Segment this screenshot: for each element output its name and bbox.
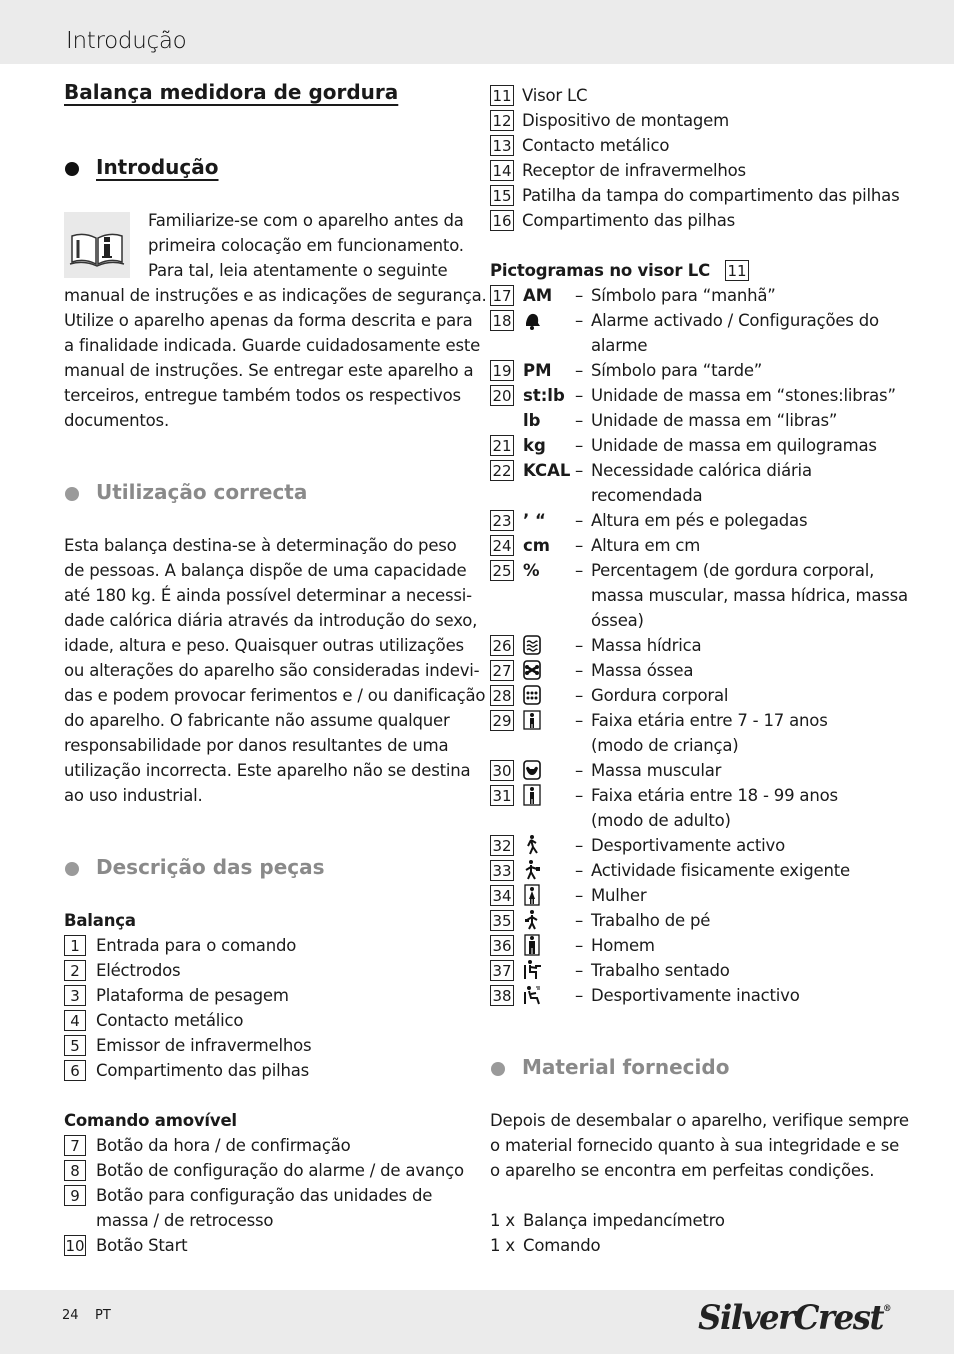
pictogram-text: massa muscular, massa hídrica, massa [591,586,908,605]
dash: – [575,386,584,405]
pictogram-number: 27 [490,660,514,681]
delivery-heading: Material fornecido [522,1055,730,1079]
pictogram-text: Unidade de massa em quilogramas [591,436,877,455]
dash: – [575,911,584,930]
intro-line: manual de instruções e as indicações de segurança. [64,286,487,305]
pictogram-symbol: ’ “ [523,511,546,530]
adult-icon [522,784,542,806]
pictogram-number: 24 [490,535,514,556]
delivery-qty: 1 x [490,1236,515,1255]
use-line: até 180 kg. É ainda possível determinar a necessi- [64,586,472,605]
pictogram-symbol: kg [523,436,546,455]
pictogram-text: Massa hídrica [591,636,702,655]
dash: – [575,286,584,305]
dash: – [575,986,584,1005]
use-line: ao uso industrial. [64,786,203,805]
seated-work-icon [522,959,542,981]
picto-label: Pictogramas no visor LC [490,261,711,280]
sporty-icon [522,834,542,856]
pictogram-number: 31 [490,785,514,806]
item-text: Botão Start [96,1236,188,1255]
pictogram-number: 17 [490,285,514,306]
pictogram-number: 20 [490,385,514,406]
bullet-icon [65,162,79,176]
item-number: 5 [64,1035,86,1056]
dash: – [575,711,584,730]
pictogram-symbol: KCAL [523,461,571,480]
pictogram-number: 28 [490,685,514,706]
dash: – [575,511,584,530]
item-number: 7 [64,1135,86,1156]
delivery-line: o material fornecido quanto à sua integridade e se [490,1136,900,1155]
remote-label: Comando amovível [64,1111,237,1130]
intro-line: manual de instruções. Se entregar este aparelho a [64,361,474,380]
pictogram-number: 33 [490,860,514,881]
pictogram-number: 35 [490,910,514,931]
dash: – [575,836,584,855]
pictogram-number: 38 [490,985,514,1006]
delivery-line: o aparelho se encontra em perfeitas condições. [490,1161,875,1180]
item-text: Compartimento das pilhas [522,211,736,230]
item-text: Eléctrodos [96,961,181,980]
intro-line: a finalidade indicada. Guarde cuidadosamente este [64,336,481,355]
pictogram-symbol: st:lb [523,386,565,405]
page-number: 24 [62,1308,79,1323]
item-text: Receptor de infravermelhos [522,161,746,180]
language-code: PT [95,1308,111,1323]
parts-heading: Descrição das peças [96,855,325,879]
water-icon [522,634,542,656]
inactive-icon [522,984,542,1006]
pictogram-number: 25 [490,560,514,581]
dash: – [575,961,584,980]
pictogram-text: Actividade fisicamente exigente [591,861,850,880]
pictogram-text: Desportivamente inactivo [591,986,800,1005]
item-text: Entrada para o comando [96,936,297,955]
pictogram-text: Altura em pés e polegadas [591,511,808,530]
intro-line: terceiros, entregue também todos os respectivos [64,386,461,405]
pictogram-number: 22 [490,460,514,481]
scale-label: Balança [64,911,136,930]
delivery-line: Depois de desembalar o aparelho, verifique sempre [490,1111,909,1130]
page-footer [0,1290,954,1354]
item-number: 12 [490,110,514,131]
use-line: do aparelho. O fabricante não assume qualquer [64,711,450,730]
pictogram-text: alarme [591,336,648,355]
item-text: Contacto metálico [522,136,670,155]
pictogram-text: Massa óssea [591,661,694,680]
main-title: Balança medidora de gordura [64,80,399,104]
pictogram-text: Unidade de massa em “stones:libras” [591,386,896,405]
item-number: 2 [64,960,86,981]
pictogram-number: 21 [490,435,514,456]
item-number: 13 [490,135,514,156]
bullet-icon [491,1062,505,1076]
use-line: responsabilidade por danos resultantes de uma [64,736,449,755]
item-number: 14 [490,160,514,181]
item-text: massa / de retrocesso [96,1211,274,1230]
item-number: 4 [64,1010,86,1031]
use-line: de pessoas. A balança dispõe de uma capacidade [64,561,467,580]
pictogram-text: Faixa etária entre 7 - 17 anos [591,711,828,730]
pictogram-text: Altura em cm [591,536,701,555]
pictogram-symbol: AM [523,286,553,305]
bullet-icon [65,862,79,876]
bell-icon [522,309,542,331]
standing-work-icon [522,909,542,931]
dash: – [575,686,584,705]
item-text: Dispositivo de montagem [522,111,729,130]
pictogram-number: 29 [490,710,514,731]
brand-logo: SilverCrest® [697,1298,890,1338]
intro-line: documentos. [64,411,169,430]
item-text: Emissor de infravermelhos [96,1036,312,1055]
dash: – [575,361,584,380]
intro-line: Para tal, leia atentamente o seguinte [148,261,448,280]
header-title: Introdução [66,28,187,54]
intro-line: Familiarize-se com o aparelho antes da [148,211,464,230]
item-text: Botão da hora / de confirmação [96,1136,351,1155]
use-line: utilização incorrecta. Este aparelho não se destina [64,761,471,780]
strenuous-icon [522,859,542,881]
pictogram-number: 19 [490,360,514,381]
info-book-icon [64,212,130,278]
item-number: 3 [64,985,86,1006]
item-number: 16 [490,210,514,231]
use-line: das e podem provocar ferimentos e / ou danificação [64,686,486,705]
use-line: ou alterações do aparelho são consideradas indevi- [64,661,480,680]
pictogram-number: 23 [490,510,514,531]
pictogram-text: Trabalho de pé [591,911,711,930]
dash: – [575,636,584,655]
dash: – [575,536,584,555]
pictogram-text: Massa muscular [591,761,722,780]
use-line: Esta balança destina-se à determinação do peso [64,536,457,555]
pictogram-text: Alarme activado / Configurações do [591,311,879,330]
delivery-item: Balança impedancímetro [523,1211,725,1230]
pictogram-text: recomendada [591,486,703,505]
pictogram-text: Desportivamente activo [591,836,785,855]
dash: – [575,861,584,880]
item-text: Botão para configuração das unidades de [96,1186,433,1205]
item-text: Compartimento das pilhas [96,1061,310,1080]
pictogram-text: Necessidade calórica diária [591,461,812,480]
pictogram-text: Trabalho sentado [591,961,730,980]
bone-icon [522,659,542,681]
item-text: Plataforma de pesagem [96,986,289,1005]
pictogram-number: 37 [490,960,514,981]
item-text: Visor LC [522,86,588,105]
woman-icon [522,884,542,906]
item-number: 11 [490,85,514,106]
pictogram-text: (modo de adulto) [591,811,731,830]
pictogram-text: Símbolo para “manhã” [591,286,776,305]
item-number: 8 [64,1160,86,1181]
dash: – [575,461,584,480]
muscle-icon [522,759,542,781]
item-number: 9 [64,1185,86,1206]
pictogram-text: óssea) [591,611,644,630]
pictogram-text: Homem [591,936,655,955]
dash: – [575,761,584,780]
dash: – [575,886,584,905]
item-text: Botão de configuração do alarme / de avanço [96,1161,464,1180]
use-line: idade, altura e peso. Quaisquer outras utilizações [64,636,464,655]
dash: – [575,661,584,680]
intro-heading: Introdução [96,155,219,179]
pictogram-symbol: lb [523,411,541,430]
use-line: dade calórica diária através da introdução do sexo, [64,611,478,630]
pictogram-text: Símbolo para “tarde” [591,361,763,380]
bullet-icon [65,487,79,501]
pictogram-text: Mulher [591,886,647,905]
dash: – [575,311,584,330]
item-text: Patilha da tampa do compartimento das pilhas [522,186,900,205]
intro-line: primeira colocação em funcionamento. [148,236,464,255]
page-header [0,0,954,64]
item-number: 1 [64,935,86,956]
dash: – [575,411,584,430]
man-icon [522,934,542,956]
pictogram-text: Unidade de massa em “libras” [591,411,838,430]
pictogram-number: 18 [490,310,514,331]
pictogram-text: (modo de criança) [591,736,739,755]
dash: – [575,561,584,580]
delivery-item: Comando [523,1236,601,1255]
pictogram-text: Gordura corporal [591,686,729,705]
pictogram-text: Faixa etária entre 18 - 99 anos [591,786,838,805]
pictogram-number: 36 [490,935,514,956]
pictogram-number: 26 [490,635,514,656]
pictogram-symbol: PM [523,361,552,380]
dash: – [575,936,584,955]
pictogram-number: 32 [490,835,514,856]
pictogram-symbol: cm [523,536,550,555]
pictogram-symbol: % [523,561,540,580]
picto-ref-number: 11 [725,260,749,281]
pictogram-text: Percentagem (de gordura corporal, [591,561,875,580]
dash: – [575,436,584,455]
item-number: 10 [65,1237,85,1255]
use-heading: Utilização correcta [96,480,308,504]
intro-line: Utilize o aparelho apenas da forma descrita e para [64,311,473,330]
dash: – [575,786,584,805]
delivery-qty: 1 x [490,1211,515,1230]
pictogram-number: 34 [490,885,514,906]
pictogram-number: 30 [490,760,514,781]
child-icon [522,709,542,731]
item-number: 6 [64,1060,86,1081]
fat-icon [522,684,542,706]
item-number: 15 [490,185,514,206]
item-text: Contacto metálico [96,1011,244,1030]
